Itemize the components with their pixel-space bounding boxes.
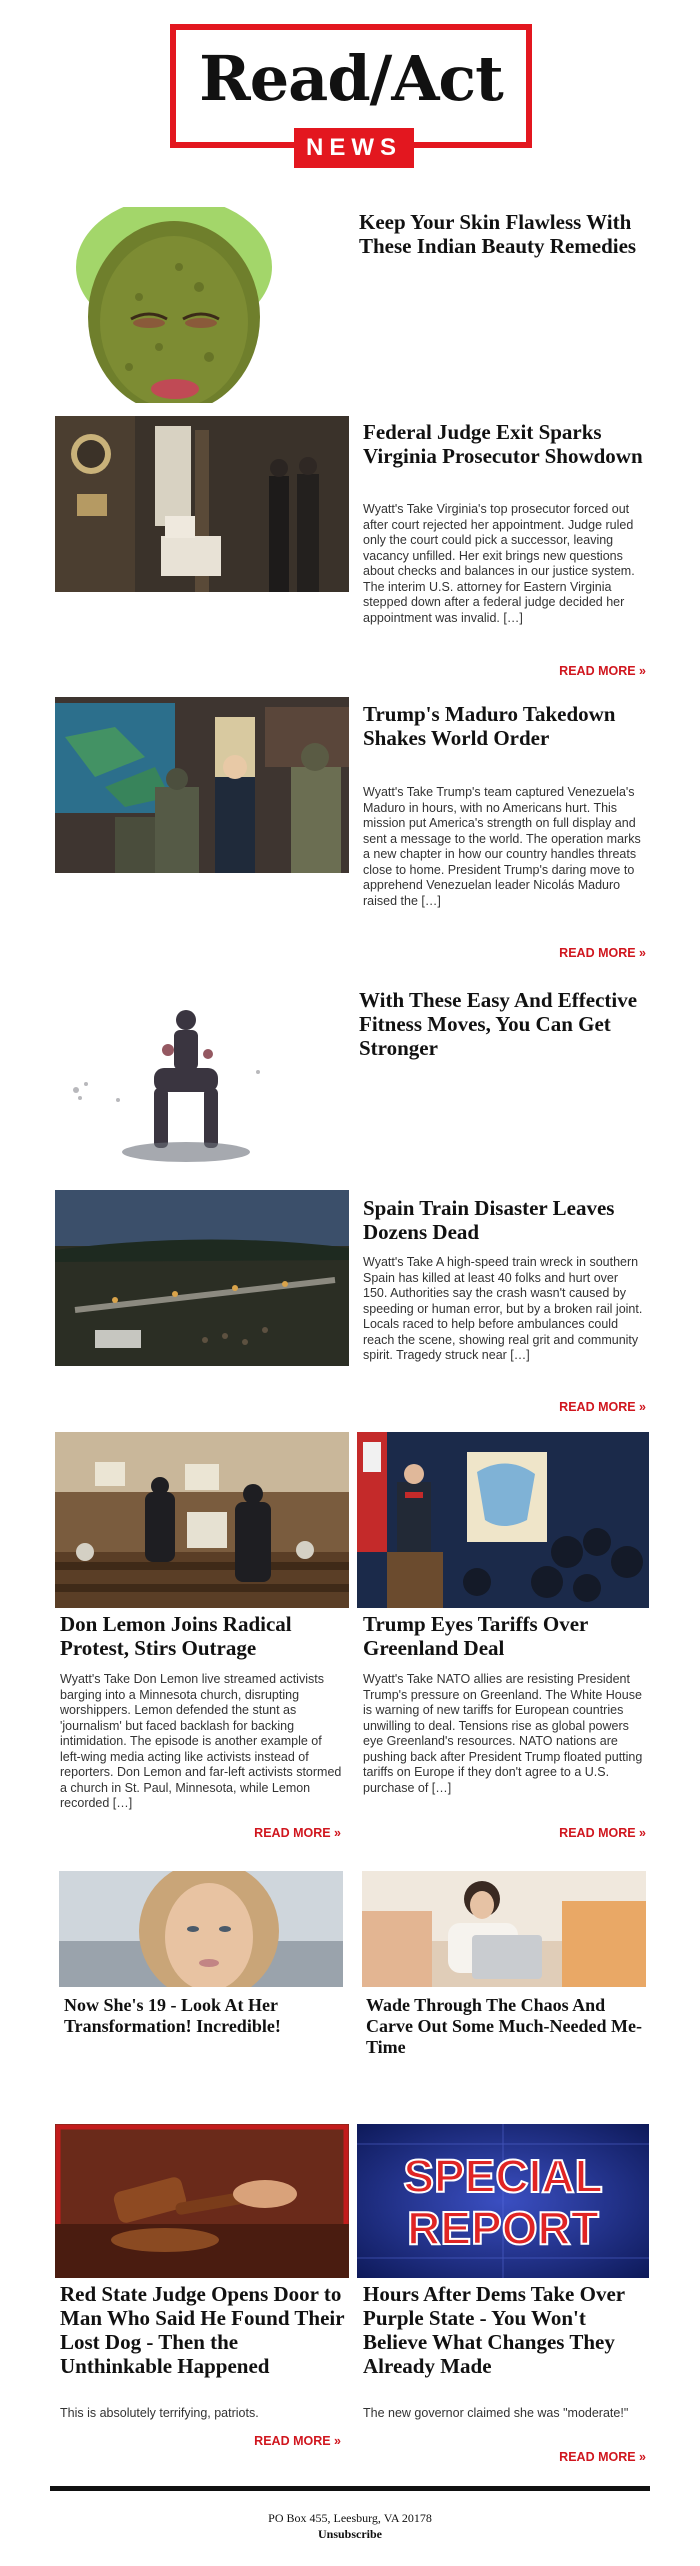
special-report-graphic-line1: SPECIAL — [403, 2150, 603, 2202]
article-summary: This is absolutely terrifying, patriots. — [60, 2406, 259, 2420]
read-more-link[interactable]: READ MORE » — [559, 1400, 646, 1414]
article-image[interactable] — [357, 2124, 649, 2278]
article-summary: Wyatt's Take A high-speed train wreck in southern Spain has killed at least 40 folks and hurt over 150. Authorities say the crash wasn't caused by speeding or human error, but by a broken rail joint. Locals raced to help before ambulances could reach the scene, showing real grit and community spirit. Tragedy struck near […] — [363, 1255, 643, 1362]
article-summary: Wyatt's Take Virginia's top prosecutor forced out after court rejected her appointment. Judge ruled only the court could pick a successor, leaving vacancy unfilled. Her exit brings new questions about checks and balances in our justice system. The interim U.S. attorney for Eastern Virginia stepped down after a federal judge decided her appointment was invalid. […] — [363, 502, 635, 625]
article-summary: Wyatt's Take Trump's team captured Venezuela's Maduro in hours, with no Americans hurt. This mission put America's strength on full display and sent a message to the world. The operation marks a new chapter in how our country handles threats close to home. President Trump's daring move to apprehend Venezuelan leader Nicolás Maduro raised the […] — [363, 785, 641, 908]
article-image[interactable] — [55, 416, 349, 592]
article-image[interactable] — [362, 1871, 646, 1987]
logo-wordmark: Read/Act — [199, 42, 503, 115]
footer-divider — [50, 2486, 650, 2491]
article-image[interactable] — [55, 1190, 349, 1366]
unsubscribe-link[interactable]: Unsubscribe — [317, 2527, 382, 2541]
article-image[interactable] — [55, 1432, 349, 1608]
article-image[interactable] — [59, 207, 305, 403]
article-image[interactable] — [59, 1871, 343, 1987]
article-summary: Wyatt's Take Don Lemon live streamed activists barging into a Minnesota church, disrupting worshippers. Lemon defended the stunt as 'journalism' but faced backlash for backing intimidation. The episode is another example of left-wing media acting like activists instead of reporters. Don Lemon and far-left activists stormed a church in St. Paul, Minnesota, while Lemon recorded […] — [60, 1672, 342, 1810]
read-more-link[interactable]: READ MORE » — [559, 1826, 646, 1840]
article-image[interactable] — [55, 2124, 349, 2278]
article-image[interactable] — [357, 1432, 649, 1608]
article-headline[interactable]: Wade Through The Chaos And Carve Out Some Much-Needed Me-Time — [366, 1995, 642, 2057]
article-headline[interactable]: Don Lemon Joins Radical Protest, Stirs Outrage — [60, 1612, 292, 1660]
read-more-link[interactable]: READ MORE » — [254, 2434, 341, 2448]
article-headline[interactable]: Spain Train Disaster Leaves Dozens Dead — [363, 1196, 615, 1244]
article-headline[interactable]: Trump Eyes Tariffs Over Greenland Deal — [363, 1612, 588, 1660]
article-headline[interactable]: Red State Judge Opens Door to Man Who Said He Found Their Lost Dog - Then the Unthinkable Happened — [60, 2282, 345, 2378]
article-headline[interactable]: Federal Judge Exit Sparks Virginia Prosecutor Showdown — [363, 420, 643, 468]
article-headline[interactable]: Trump's Maduro Takedown Shakes World Order — [363, 702, 616, 750]
article-headline[interactable]: Keep Your Skin Flawless With These Indian Beauty Remedies — [359, 210, 637, 258]
article-summary: Wyatt's Take NATO allies are resisting President Trump's pressure on Greenland. The White House is warning of new tariffs for European countries unwilling to deal. Tensions rise as global powers eye Greenland's resources. NATO nations are pushing back after President Trump floated putting tariffs on Europe if they don't agree to a U.S. purchase of […] — [363, 1672, 643, 1795]
article-image[interactable] — [55, 697, 349, 873]
read-more-link[interactable]: READ MORE » — [559, 946, 646, 960]
article-headline[interactable]: With These Easy And Effective Fitness Moves, You Can Get Stronger — [359, 988, 638, 1060]
read-more-link[interactable]: READ MORE » — [254, 1826, 341, 1840]
read-more-link[interactable]: READ MORE » — [559, 2450, 646, 2464]
special-report-graphic-line2: REPORT — [407, 2202, 599, 2254]
logo-news-badge: NEWS — [294, 128, 414, 168]
article-headline[interactable]: Hours After Dems Take Over Purple State - You Won't Believe What Changes They Already Made — [363, 2282, 625, 2378]
article-image[interactable] — [58, 980, 304, 1180]
read-more-link[interactable]: READ MORE » — [559, 664, 646, 678]
footer-address: PO Box 455, Leesburg, VA 20178 — [268, 2511, 432, 2525]
article-headline[interactable]: Now She's 19 - Look At Her Transformation! Incredible! — [64, 1995, 281, 2036]
site-logo[interactable] — [170, 24, 532, 161]
article-summary: The new governor claimed she was "moderate!" — [363, 2406, 629, 2420]
